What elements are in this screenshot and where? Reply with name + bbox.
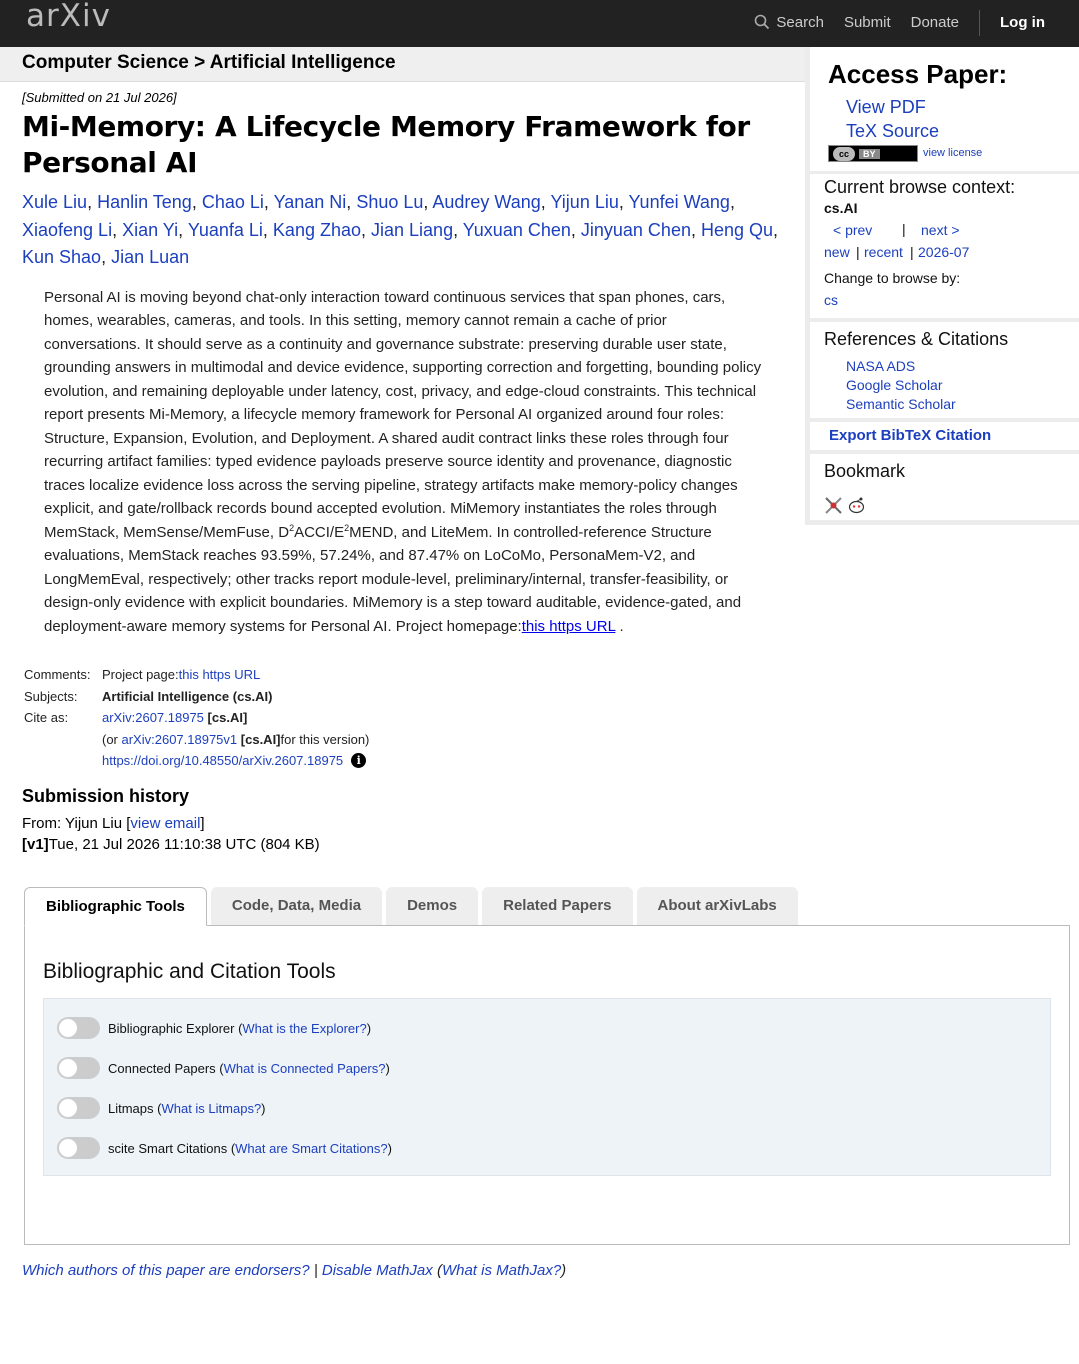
author-separator: ,	[263, 192, 274, 212]
cite-v1-suffix: for this version)	[280, 731, 370, 747]
tool-paren: )	[366, 1020, 372, 1036]
comments-row	[22, 664, 802, 686]
sep-1: |	[856, 244, 860, 260]
browse-context-box	[810, 174, 1079, 318]
history-from-end: ]	[200, 814, 205, 832]
author-link[interactable]: Xule Liu	[22, 192, 88, 212]
view-email-link[interactable]: view email	[130, 814, 201, 832]
browse-context-title: Current browse context:	[824, 177, 1016, 197]
connected-papers-toggle[interactable]	[57, 1057, 100, 1079]
cite-or: (or	[102, 731, 122, 747]
cite-label: Cite as:	[24, 710, 69, 725]
tool-paren: )	[387, 1140, 392, 1156]
author-link[interactable]: Yuanfa Li	[187, 219, 263, 240]
author-separator: ,	[618, 192, 629, 212]
author-separator: ,	[361, 219, 372, 240]
author-link[interactable]: Hanlin Teng	[97, 192, 192, 212]
donate-link[interactable]: Donate	[910, 14, 959, 31]
tex-source-link[interactable]: TeX Source	[846, 121, 940, 141]
tool-bibliographic-explorer	[57, 1017, 371, 1039]
tool-label: Bibliographic Explorer (	[108, 1020, 243, 1036]
author-link[interactable]: Jinyuan Chen	[580, 219, 691, 240]
tool-help-link[interactable]: What is Connected Papers?	[223, 1060, 386, 1076]
footer-links	[22, 1262, 566, 1279]
references-box	[810, 322, 1079, 418]
tool-scite	[57, 1137, 392, 1159]
author-separator: ,	[87, 192, 98, 212]
what-mathjax-link[interactable]: What is MathJax?	[441, 1262, 562, 1279]
disable-mathjax-link[interactable]: Disable MathJax	[321, 1262, 433, 1279]
footer-open-paren: (	[432, 1262, 442, 1279]
author-link[interactable]: Shuo Lu	[356, 192, 424, 212]
cite-v1-category: [cs.AI]	[240, 731, 281, 747]
author-link[interactable]: Yuxuan Chen	[462, 219, 571, 240]
author-link[interactable]: Kun Shao	[22, 247, 102, 267]
doi-row	[22, 750, 802, 772]
search-icon	[754, 14, 770, 30]
author-link[interactable]: Yijun Liu	[550, 192, 619, 212]
tool-label: scite Smart Citations (	[108, 1140, 236, 1156]
tab-panel	[24, 925, 1070, 1245]
cite-category: [cs.AI]	[207, 710, 248, 725]
submission-history	[22, 813, 802, 855]
history-from: From: Yijun Liu [	[22, 814, 131, 832]
cc-license-badge[interactable]	[828, 145, 918, 162]
bibsonomy-icon[interactable]	[824, 496, 843, 515]
info-icon[interactable]: i	[351, 753, 366, 768]
author-link[interactable]: Yunfei Wang	[628, 192, 730, 212]
cite-version-row	[22, 729, 802, 751]
version-date: Tue, 21 Jul 2026 11:10:38 UTC (804 KB)	[48, 835, 320, 853]
author-separator: ,	[570, 219, 581, 240]
tab-code-data-media[interactable]: Code, Data, Media	[211, 887, 382, 925]
references-title: References & Citations	[824, 329, 1009, 349]
author-separator: ,	[453, 219, 463, 240]
panel-title: Bibliographic and Citation Tools	[43, 960, 336, 983]
tool-help-link[interactable]: What are Smart Citations?	[235, 1140, 388, 1156]
author-separator: ,	[773, 219, 779, 240]
abstract-text-1: Personal AI is moving beyond chat-only interaction toward continuous services that span phones, cars, homes, wearables, cameras, and tools. In this setting, memory cannot remain a cache of prior conversations. It should serve as a continuity and governance substrate: preserving durable user state, grounding answers in multimodal and device evidence, supporting correction and forgetting, bounding policy evolution, and remaining deployable under latency, cost, privacy, and edge-cloud constraints. This technical report presents Mi-Memory, a lifecycle memory framework for Personal AI organized around four roles: Structure, Expansion, Evolution, and Deployment. A shared audit contract links these roles through four recurring artifact families: typed evidence payloads preserve source identity and provenance, diagnostic traces localize evidence loss across the serving pipeline, strategy artifacts make memory-policy changes explicit, and gate/rollback records bound accepted evolution. MiMemory instantiates the roles through MemStack, MemSense/MemFuse, D	[44, 288, 762, 541]
submit-link[interactable]: Submit	[843, 14, 891, 31]
author-link[interactable]: Heng Qu	[700, 219, 774, 240]
new-link[interactable]: new	[824, 244, 850, 260]
author-separator: ,	[191, 192, 202, 212]
browse-cs-link[interactable]: cs	[824, 292, 838, 308]
nav-divider	[979, 10, 980, 36]
author-separator: ,	[729, 192, 735, 212]
login-link[interactable]: Log in	[1000, 14, 1045, 31]
search-label: Search	[776, 14, 824, 31]
search-link[interactable]	[744, 14, 834, 32]
author-separator: ,	[423, 192, 433, 212]
author-link[interactable]: Chao Li	[201, 192, 264, 212]
author-link[interactable]: Xiaofeng Li	[22, 219, 113, 240]
project-page-link[interactable]: this https URL	[178, 667, 261, 682]
recent-link[interactable]: recent	[864, 244, 903, 260]
comments-prefix: Project page:	[102, 667, 179, 682]
footer-sep: |	[309, 1262, 322, 1279]
abstract-text-3: MEND, and LiteMem. In controlled-reference Structure evaluations, MemStack reaches 93.59%, 57.24%, and 87.47% on LoCoMo, PersonaMem-V2, and LongMemEval, respectively; other tracks report module-level, preliminary/internal, transfer-feasibility, or design-only evidence with explicit boundaries. MiMemory is a step toward auditable, evidence-gated, and deployment-aware memory systems for Personal AI. Project homepage:	[44, 523, 742, 635]
tab-about-arxivlabs[interactable]: About arXivLabs	[637, 887, 798, 925]
logo-text: arXiv	[26, 0, 111, 34]
submission-history-title: Submission history	[22, 785, 190, 806]
endorsers-link[interactable]: Which authors of this paper are endorsers?	[22, 1262, 310, 1279]
prev-link[interactable]: < prev	[833, 222, 873, 238]
tool-paren: )	[261, 1100, 266, 1116]
month-link[interactable]: 2026-07	[918, 244, 970, 260]
author-link[interactable]: Jian Luan	[111, 247, 190, 267]
reddit-icon[interactable]	[847, 496, 866, 515]
prev-next-sep: |	[902, 221, 906, 237]
top-header	[0, 0, 1079, 47]
view-pdf-link[interactable]: View PDF	[846, 97, 926, 117]
cite-v1-link[interactable]: arXiv:2607.18975v1	[121, 731, 238, 747]
abstract-end: .	[615, 617, 624, 635]
explorer-toggle[interactable]	[57, 1017, 100, 1039]
tab-bibliographic-tools[interactable]: Bibliographic Tools	[24, 887, 207, 926]
bibtex-box	[810, 422, 1079, 450]
subjects-label: Subjects:	[24, 688, 78, 704]
footer-close-paren: )	[561, 1262, 567, 1279]
homepage-link[interactable]: this https URL	[521, 617, 616, 635]
author-link[interactable]: Kang Zhao	[272, 219, 361, 240]
tool-help-link[interactable]: What is the Explorer?	[242, 1020, 367, 1036]
author-link[interactable]: Xian Yi	[122, 219, 179, 240]
version-label: [v1]	[22, 835, 49, 853]
cite-id-link[interactable]: arXiv:2607.18975	[102, 710, 204, 725]
cc-icon: cc	[833, 147, 855, 161]
author-separator: ,	[346, 192, 357, 212]
sep-2: |	[910, 244, 914, 260]
author-separator: ,	[262, 219, 273, 240]
labs-tabs	[24, 887, 798, 926]
comments-label: Comments:	[24, 667, 91, 682]
subjects-row	[22, 686, 802, 708]
main-content	[22, 82, 802, 855]
author-link[interactable]: Jian Liang	[371, 219, 454, 240]
top-nav	[744, 10, 1055, 36]
author-separator: ,	[178, 219, 188, 240]
abstract-text-2: ACCI/E	[294, 523, 345, 541]
sidebar	[805, 47, 1079, 525]
access-paper-title: Access Paper:	[828, 59, 1008, 89]
cite-row	[22, 707, 802, 729]
view-license-link[interactable]: view license	[923, 147, 983, 159]
abstract	[44, 286, 764, 639]
tool-label: Connected Papers (	[108, 1060, 224, 1076]
author-separator: ,	[540, 192, 551, 212]
abstract-sup-1: 2	[289, 522, 295, 533]
by-icon: BY	[859, 149, 880, 159]
next-link[interactable]: next >	[921, 222, 960, 238]
breadcrumb-bar	[0, 47, 806, 82]
scite-toggle[interactable]	[57, 1137, 100, 1159]
google-scholar-link[interactable]: Google Scholar	[846, 377, 943, 393]
tab-related-papers[interactable]: Related Papers	[482, 887, 632, 925]
metadata-table	[22, 664, 802, 772]
author-separator: ,	[112, 219, 123, 240]
abstract-sup-2: 2	[344, 522, 350, 533]
submitted-date: [Submitted on 21 Jul 2026]	[22, 90, 177, 105]
browse-context-value: cs.AI	[824, 200, 858, 216]
tool-litmaps	[57, 1097, 266, 1119]
access-paper-box	[810, 47, 1079, 171]
export-bibtex-link[interactable]: Export BibTeX Citation	[829, 427, 992, 444]
page-title: Mi-Memory: A Lifecycle Memory Framework for Personal AI	[22, 110, 750, 179]
breadcrumb[interactable]: Computer Science > Artificial Intelligence	[22, 52, 396, 73]
bookmark-box	[810, 454, 1079, 520]
bookmark-title: Bookmark	[824, 461, 906, 481]
change-browse-label: Change to browse by:	[824, 270, 961, 286]
author-list	[22, 189, 792, 272]
tab-demos[interactable]: Demos	[386, 887, 478, 925]
nasa-ads-link[interactable]: NASA ADS	[846, 358, 916, 374]
bookmark-icons	[824, 496, 866, 515]
doi-link[interactable]: https://doi.org/10.48550/arXiv.2607.18975	[102, 753, 344, 768]
author-link[interactable]: Audrey Wang	[432, 192, 541, 212]
author-link[interactable]: Yanan Ni	[273, 192, 347, 212]
tool-label: Litmaps (	[108, 1100, 162, 1116]
tool-help-link[interactable]: What is Litmaps?	[161, 1100, 262, 1116]
litmaps-toggle[interactable]	[57, 1097, 100, 1119]
tool-list	[43, 998, 1051, 1176]
author-separator: ,	[690, 219, 701, 240]
tool-connected-papers	[57, 1057, 390, 1079]
subjects-value: Artificial Intelligence (cs.AI)	[102, 688, 273, 704]
semantic-scholar-link[interactable]: Semantic Scholar	[846, 396, 956, 412]
arxiv-logo[interactable]	[26, 0, 126, 40]
tool-paren: )	[385, 1060, 390, 1076]
author-separator: ,	[101, 247, 112, 267]
